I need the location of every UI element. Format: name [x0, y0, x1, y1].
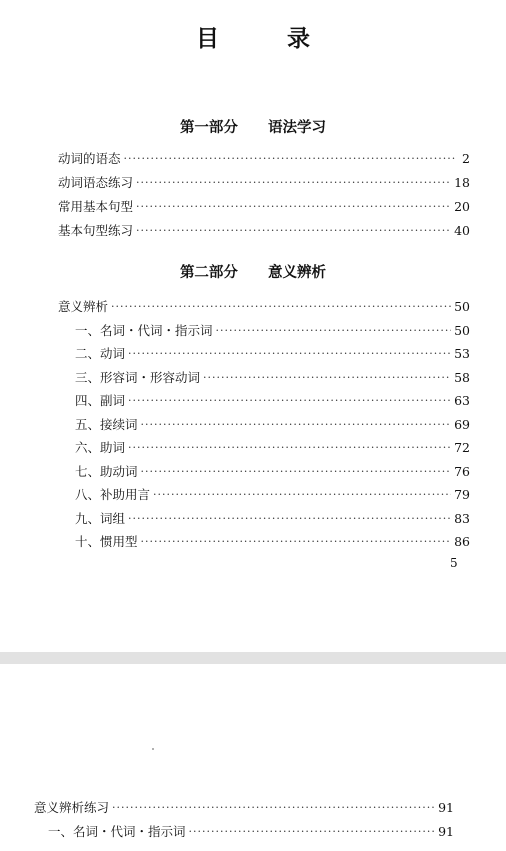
toc-entry-label: 一、名词・代词・指示词	[48, 824, 186, 839]
toc-entry-page: 50	[454, 299, 470, 314]
toc-entry-label: 三、形容词・形容动词	[75, 370, 201, 385]
dot-leader	[112, 800, 435, 816]
toc-subentry[interactable]	[75, 413, 470, 433]
toc-entry-label: 动词的语态	[58, 151, 121, 166]
toc-entry[interactable]	[58, 147, 470, 167]
page-title: 目 录	[195, 26, 340, 52]
dot-leader	[153, 487, 451, 503]
toc-entry[interactable]	[58, 219, 470, 239]
toc-page-next	[0, 664, 506, 851]
toc-entry-page: 2	[462, 151, 470, 166]
toc-entry-label: 七、助动词	[75, 464, 138, 479]
toc-entry-label: 九、词组	[75, 511, 126, 526]
toc-entry-page: 53	[454, 346, 470, 361]
toc-subentry[interactable]	[75, 342, 470, 362]
toc-entry-label: 十、惯用型	[75, 534, 138, 549]
toc-entry-label: 八、补助用言	[75, 487, 151, 502]
dot-leader	[128, 346, 451, 362]
toc-entry[interactable]	[34, 796, 454, 816]
dot-leader	[128, 511, 451, 527]
dot-leader	[128, 440, 451, 456]
scan-speck	[152, 748, 154, 750]
toc-entry-page: 91	[438, 824, 454, 839]
toc-entry-page: 83	[454, 511, 470, 526]
toc-entry-page: 91	[438, 800, 454, 815]
dot-leader	[189, 824, 436, 840]
toc-entry[interactable]	[58, 195, 470, 215]
page-divider	[0, 652, 506, 664]
toc-entry-page: 69	[454, 417, 470, 432]
toc-entry-page: 79	[454, 487, 470, 502]
toc-subentry[interactable]	[75, 389, 470, 409]
toc-entry[interactable]	[58, 171, 470, 191]
toc-entry-page: 50	[454, 323, 470, 338]
toc-entry[interactable]	[58, 295, 470, 315]
toc-entry-label: 意义辨析	[58, 299, 109, 314]
toc-subentry[interactable]	[75, 460, 470, 480]
toc-entry-label: 动词语态练习	[58, 175, 134, 190]
toc-entry-label: 四、副词	[75, 393, 126, 408]
dot-leader	[111, 299, 451, 315]
toc-subentry[interactable]	[75, 319, 470, 339]
toc-entry-label: 二、动词	[75, 346, 126, 361]
dot-leader	[124, 151, 455, 167]
toc-entry-page: 20	[454, 199, 470, 214]
toc-entry-label: 常用基本句型	[58, 199, 134, 214]
toc-subentry[interactable]	[48, 820, 454, 840]
dot-leader	[136, 175, 451, 191]
toc-entry-page: 72	[454, 440, 470, 455]
toc-subentry[interactable]	[75, 436, 470, 456]
toc-entry-page: 40	[454, 223, 470, 238]
toc-entry-label: 基本句型练习	[58, 223, 134, 238]
toc-entry-page: 63	[454, 393, 470, 408]
toc-entry-page: 58	[454, 370, 470, 385]
toc-entry-label: 五、接续词	[75, 417, 138, 432]
part1-heading: 第一部分 语法学习	[179, 120, 327, 136]
dot-leader	[128, 393, 451, 409]
page-number: 5	[450, 556, 458, 570]
dot-leader	[141, 534, 452, 550]
toc-subentry[interactable]	[75, 507, 470, 527]
toc-subentry[interactable]	[75, 530, 470, 550]
toc-entry-page: 76	[454, 464, 470, 479]
dot-leader	[216, 323, 452, 339]
dot-leader	[141, 417, 452, 433]
toc-entry-label: 意义辨析练习	[34, 800, 110, 815]
toc-entry-page: 18	[454, 175, 470, 190]
part2-heading: 第二部分 意义辨析	[179, 265, 327, 281]
toc-subentry[interactable]	[75, 483, 470, 503]
toc-subentry[interactable]	[75, 366, 470, 386]
dot-leader	[141, 464, 452, 480]
toc-entry-page: 86	[454, 534, 470, 549]
dot-leader	[136, 223, 451, 239]
dot-leader	[136, 199, 451, 215]
toc-entry-label: 六、助词	[75, 440, 126, 455]
dot-leader	[203, 370, 451, 386]
toc-entry-label: 一、名词・代词・指示词	[75, 323, 213, 338]
